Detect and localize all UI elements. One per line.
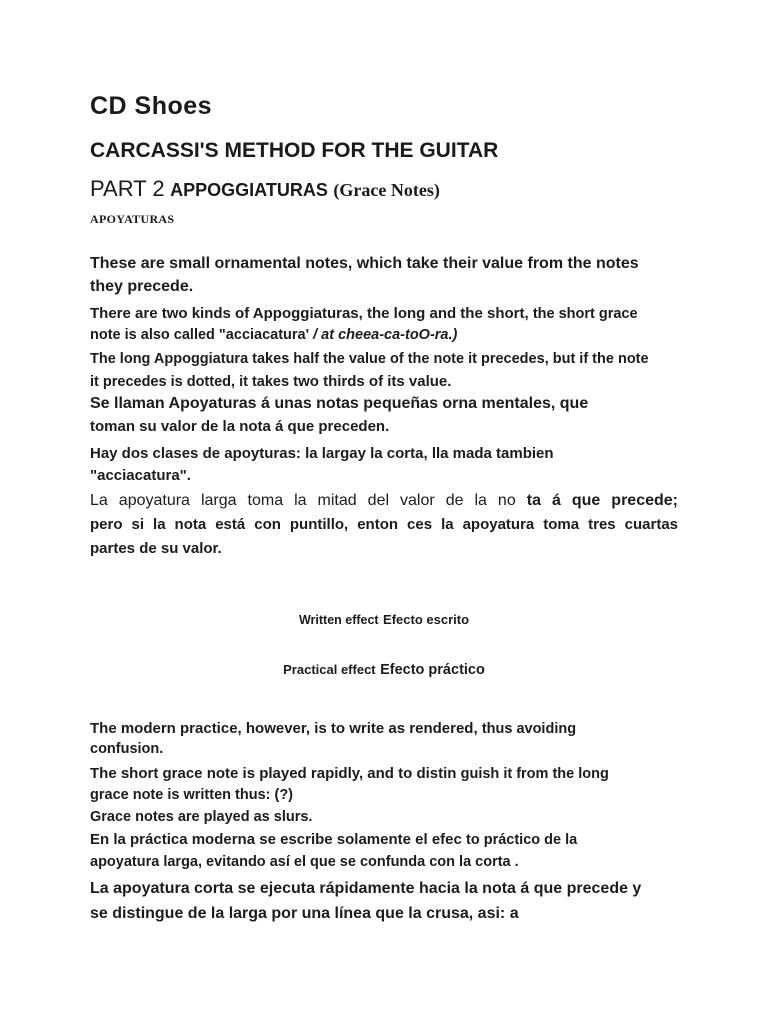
part-subtitle: (Grace Notes) — [333, 180, 440, 200]
text-span: En la práctica moderna se escribe solamente el efec — [90, 831, 462, 848]
practical-effect-caption — [90, 661, 678, 679]
text-span: the short grace — [532, 306, 638, 322]
text-line — [90, 373, 451, 390]
text-line — [90, 831, 577, 848]
part-label: PART 2 — [90, 176, 165, 201]
text-line — [90, 492, 678, 510]
part-heading — [90, 176, 440, 202]
text-line: The long Appoggiatura takes half the value of the note it precedes, but if the note — [90, 351, 649, 367]
text-span: ta á que precede; — [526, 492, 678, 509]
text-line: confusion. — [90, 741, 164, 757]
text-line: Se llaman Apoyaturas á unas notas pequeñas orna mentales, que — [90, 395, 589, 412]
written-effect-caption — [90, 611, 678, 629]
text-span: La apoyatura larga toma la mitad del valor de la no — [90, 492, 516, 509]
caption-en: Practical effect — [283, 662, 376, 677]
text-span: There are two kinds of Appoggiaturas, the long and the short, — [90, 305, 529, 322]
text-line: Grace notes are played as slurs. — [90, 809, 313, 825]
text-line: partes de su valor. — [90, 540, 222, 557]
text-line: apoyatura larga, evitando así el que se confunda con la corta . — [90, 854, 519, 870]
text-line: Hay dos clases de apoyturas: la largay la corta, lla mada tambien — [90, 445, 554, 462]
text-line — [90, 720, 576, 737]
text-span: thus avoiding — [481, 721, 577, 737]
text-line: pero si la nota está con puntillo, enton ces la apoyatura toma tres cuartas — [90, 516, 678, 533]
apoyaturas-subheading: APOYATURAS — [90, 212, 175, 226]
text-span: The short grace note is played rapidly, and to distin — [90, 765, 457, 782]
caption-en: Written effect — [298, 613, 379, 627]
text-line — [90, 327, 457, 343]
text-span: guish it from the long — [460, 766, 609, 782]
text-span: to práctico de la — [466, 832, 578, 848]
text-span: it precedes is dotted, it takes — [90, 374, 290, 390]
cd-shoes-heading: CD Shoes — [90, 92, 213, 120]
text-line: they precede. — [90, 278, 194, 295]
text-span: two thirds of its value. — [293, 373, 452, 390]
part-title: APPOGGIATURAS — [170, 180, 328, 200]
text-span: note is also called "acciacatura' — [90, 327, 310, 343]
text-line — [90, 305, 638, 322]
caption-es: Efecto escrito — [383, 612, 470, 627]
text-line: se distingue de la larga por una línea que la crusa, asi: a — [90, 905, 519, 922]
text-line: toman su valor de la nota á que preceden. — [90, 418, 390, 435]
text-span: The modern practice, however, is to write as rendered, — [90, 720, 478, 737]
method-title: CARCASSI'S METHOD FOR THE GUITAR — [90, 139, 499, 162]
text-line: These are small ornamental notes, which take their value from the notes — [90, 255, 639, 272]
text-line: "acciacatura". — [90, 467, 191, 484]
caption-es: Efecto práctico — [380, 662, 485, 678]
text-line — [90, 765, 609, 782]
pronunciation: / at cheea-ca-toO-ra.) — [313, 327, 458, 343]
text-line: grace note is written thus: (?) — [90, 787, 294, 803]
text-line: La apoyatura corta se ejecuta rápidamente hacia la nota á que precede y — [90, 880, 642, 897]
